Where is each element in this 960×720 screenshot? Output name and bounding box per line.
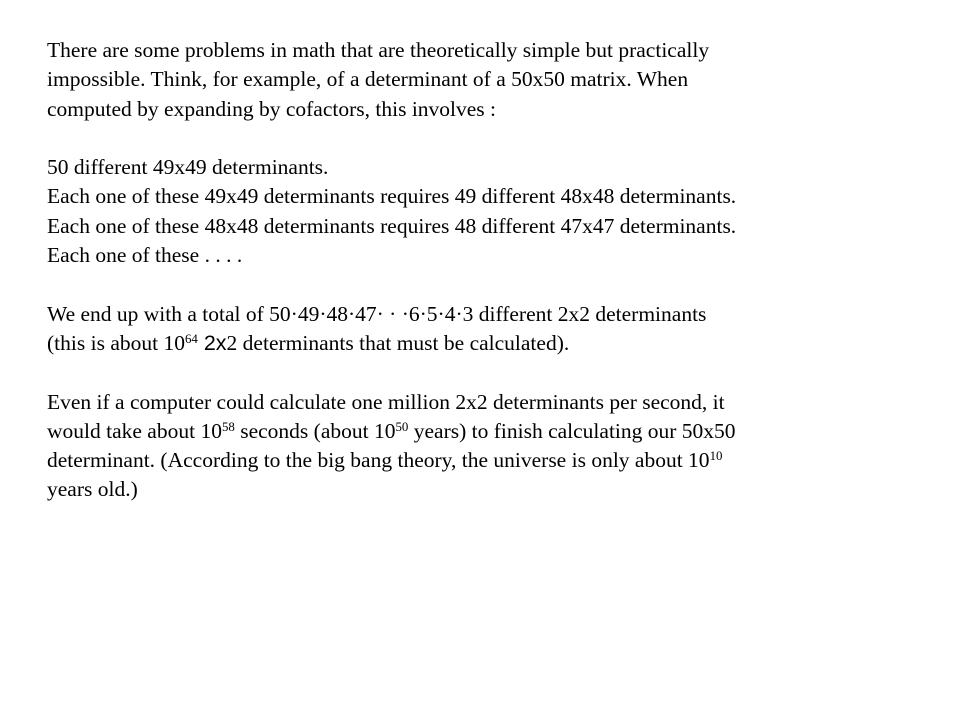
computer-line-1: Even if a computer could calculate one million 2x2 determinants per second, it xyxy=(47,389,725,414)
exponent-10: 10 xyxy=(709,449,723,464)
computer-line-3-text-a: determinant. (According to the big bang theory, the universe is only about 10 xyxy=(47,448,710,473)
expansion-line-3: Each one of these 48x48 determinants requires 48 different 47x47 determinants. xyxy=(47,213,737,238)
paragraph-gap xyxy=(47,270,927,299)
total-line-2 xyxy=(47,329,927,358)
computer-line-3 xyxy=(47,446,927,475)
computer-line-4: years old.) xyxy=(47,477,138,502)
intro-line-1: There are some problems in math that are theoretically simple but practically xyxy=(47,38,710,62)
computer-line-2-text-b: seconds (about 10 xyxy=(234,418,396,443)
total-line-2-text-c: 2 determinants that must be calculated). xyxy=(226,330,570,355)
expansion-line-1: 50 different 49x49 determinants. xyxy=(47,155,329,180)
total-paragraph xyxy=(47,300,927,359)
total-line-2-text-b: 2x xyxy=(197,330,227,355)
exponent-64: 64 xyxy=(184,331,198,346)
expansion-paragraph xyxy=(47,153,927,270)
computer-line-2 xyxy=(47,417,927,446)
intro-paragraph xyxy=(47,36,927,124)
intro-line-3: computed by expanding by cofactors, this involves : xyxy=(47,96,497,121)
exponent-58: 58 xyxy=(221,419,235,434)
total-line-2-text-a: (this is about 10 xyxy=(47,330,185,355)
paragraph-gap xyxy=(47,358,927,387)
slide-body xyxy=(47,36,927,505)
computer-line-2-text-a: would take about 10 xyxy=(47,418,222,443)
computer-line-2-text-c: years) to finish calculating our 50x50 xyxy=(408,418,736,443)
intro-line-2: impossible. Think, for example, of a determinant of a 50x50 matrix. When xyxy=(47,67,689,92)
expansion-line-4: Each one of these . . . . xyxy=(47,243,243,268)
exponent-50: 50 xyxy=(395,419,409,434)
paragraph-gap xyxy=(47,124,927,153)
total-line-1: We end up with a total of 50·49·48·47· · ·6·5·4·3 different 2x2 determinants xyxy=(47,301,707,326)
computer-paragraph xyxy=(47,388,927,505)
expansion-line-2: Each one of these 49x49 determinants requires 49 different 48x48 determinants. xyxy=(47,184,737,209)
